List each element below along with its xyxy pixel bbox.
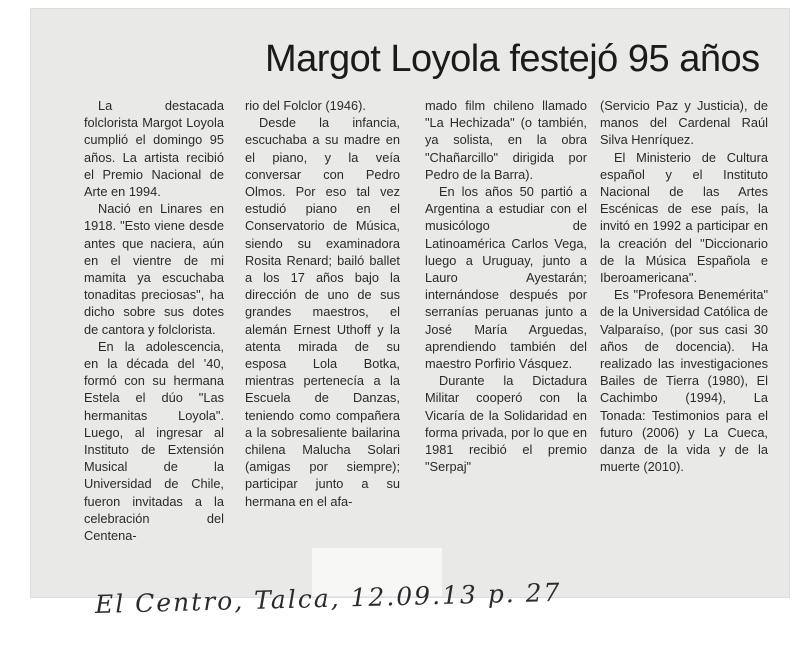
paragraph: (Servicio Paz y Justicia), de manos del Cardenal Raúl Silva Henríquez. [600,98,768,148]
article-column-2 [245,97,400,510]
paragraph: Durante la Dictadura Militar cooperó con la Vicaría de la Solidaridad en forma privada, por lo que en 1981 recibió el premio "Serpaj" [425,373,587,475]
paragraph: El Ministerio de Cultura español y el Instituto Nacional de las Artes Escénicas de ese país, la invitó en 1992 a participar en la creación del "Diccionario de la Música Española e Iberoamericana". [600,149,768,286]
paragraph: La destacada folclorista Margot Loyola cumplió el domingo 95 años. La artista recibió el Premio Nacional de Arte en 1994. [84,98,224,200]
paragraph: rio del Folclor (1946). [245,98,366,113]
article-column-4 [600,97,768,475]
paragraph: Desde la infancia, escuchaba a su madre en el piano, y la veía conversar con Pedro Olmos. Por eso tal vez estudió piano en el Conservatorio de Música, siendo su examinadora Rosita Renard; bailó ballet a los 17 años bajo la dirección de uno de sus grandes maestros, el alemán Ernest Uthoff y la atenta mirada de su esposa Lola Botka, mientras pertenecía a la Escuela de Danzas, teniendo como compañera a la sobresaliente bailarina chilena Malucha Solari (amigas por siempre); participar junto a su hermana en el afa- [245,115,400,509]
article-headline: Margot Loyola festejó 95 años [265,38,760,80]
article-column-1 [84,97,224,544]
paragraph: mado film chileno llamado "La Hechizada" (o también, ya solista, en la obra "Chañarcillo" dirigida por Pedro de la Barra). [425,98,587,182]
paragraph: Es "Profesora Benemérita" de la Universidad Católica de Valparaíso, (por sus casi 30 años de docencia). Ha realizado las investigaciones Bailes de Tierra (1980), El Cachimbo (1994), La Tonada: Testimonios para el futuro (2006) y La Cueca, danza de la vida y de la muerte (2010). [600,287,768,475]
paragraph: En la adolescencia, en la década del '40, formó con su hermana Estela el dúo "Las hermanitas Loyola". Luego, al ingresar al Instituto de Extensión Musical de la Universidad de Chile, fueron invitadas a la celebración del Centena- [84,338,224,544]
article-column-3 [425,97,587,475]
paragraph: Nació en Linares en 1918. "Esto viene desde antes que naciera, aún en el vientre de mi mamita ya escuchaba tonaditas preciosas", ha dicho sobre sus dotes de cantora y folclorista. [84,201,224,337]
paragraph: En los años 50 partió a Argentina a estudiar con el musicólogo de Latinoamérica Carlos Vega, luego a Uruguay, junto a Lauro Ayestarán; internándose después por serranías peruanas junto a José María Arguedas, aprendiendo también del maestro Porfirio Vásquez. [425,184,587,372]
handwritten-source-note: El Centro, Talca, 12.09.13 p. 27 [94,577,562,619]
